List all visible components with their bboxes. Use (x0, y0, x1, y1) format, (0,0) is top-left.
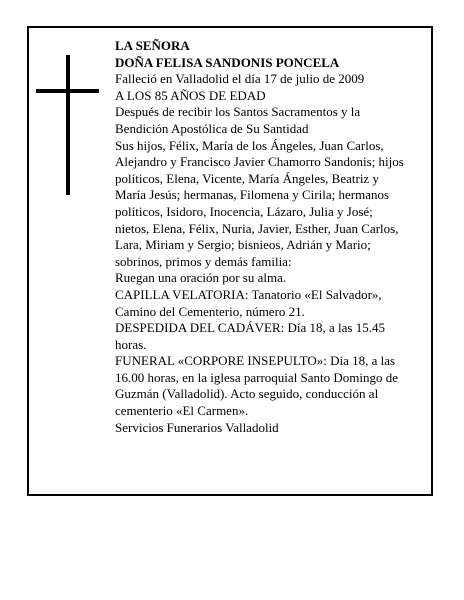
notice-line: FUNERAL «CORPORE INSEPULTO»: Día 18, a las (115, 353, 396, 369)
notice-line: políticos, Isidoro, Inocencia, Lázaro, Julia y José; (115, 203, 373, 219)
notice-line: A LOS 85 AÑOS DE EDAD (115, 87, 266, 103)
notice-line: Lara, Miriam y Sergio; bisnieos, Adrián y Mario; (115, 237, 371, 253)
notice-line: Alejandro y Francisco Javier Chamorro Sandonis; hijos (115, 154, 404, 170)
notice-line: Guzmán (Valladolid). Acto seguido, conducción al (115, 386, 379, 402)
notice-line: cementerio «El Carmen». (115, 403, 249, 419)
notice-line: políticos, Elena, Vicente, María Ángeles, Beatriz y (115, 170, 379, 186)
notice-line: Camino del Cementerio, número 21. (115, 303, 305, 319)
heading-title: LA SEÑORA (115, 38, 190, 53)
cross-horizontal-bar (36, 89, 99, 93)
notice-text (115, 38, 427, 436)
cross-vertical-bar (66, 55, 70, 195)
notice-line: Después de recibir los Santos Sacramentos y la (115, 104, 361, 120)
notice-line: nietos, Elena, Félix, Nuria, Javier, Esther, Juan Carlos, (115, 220, 399, 236)
notice-line: Falleció en Valladolid el día 17 de julio de 2009 (115, 71, 365, 87)
notice-line: Bendición Apostólica de Su Santidad (115, 120, 309, 136)
notice-line: Ruegan una oración por su alma. (115, 270, 287, 286)
notice-line: CAPILLA VELATORIA: Tanatorio «El Salvador», (115, 286, 382, 302)
notice-line: Servicios Funerarios Valladolid (115, 419, 279, 435)
notice-line: sobrinos, primos y demás familia: (115, 253, 292, 269)
deceased-name: DOÑA FELISA SANDONIS PONCELA (115, 54, 340, 70)
notice-line: horas. (115, 336, 147, 352)
notice-line: Sus hijos, Félix, María de los Ángeles, Juan Carlos, (115, 137, 384, 153)
notice-line: 16.00 horas, en la iglesa parroquial Santo Domingo de (115, 369, 399, 385)
notice-line: María Jesús; hermanas, Filomena y Cirila; hermanos (115, 187, 390, 203)
notice-line: DESPEDIDA DEL CADÁVER: Día 18, a las 15.45 (115, 320, 385, 336)
